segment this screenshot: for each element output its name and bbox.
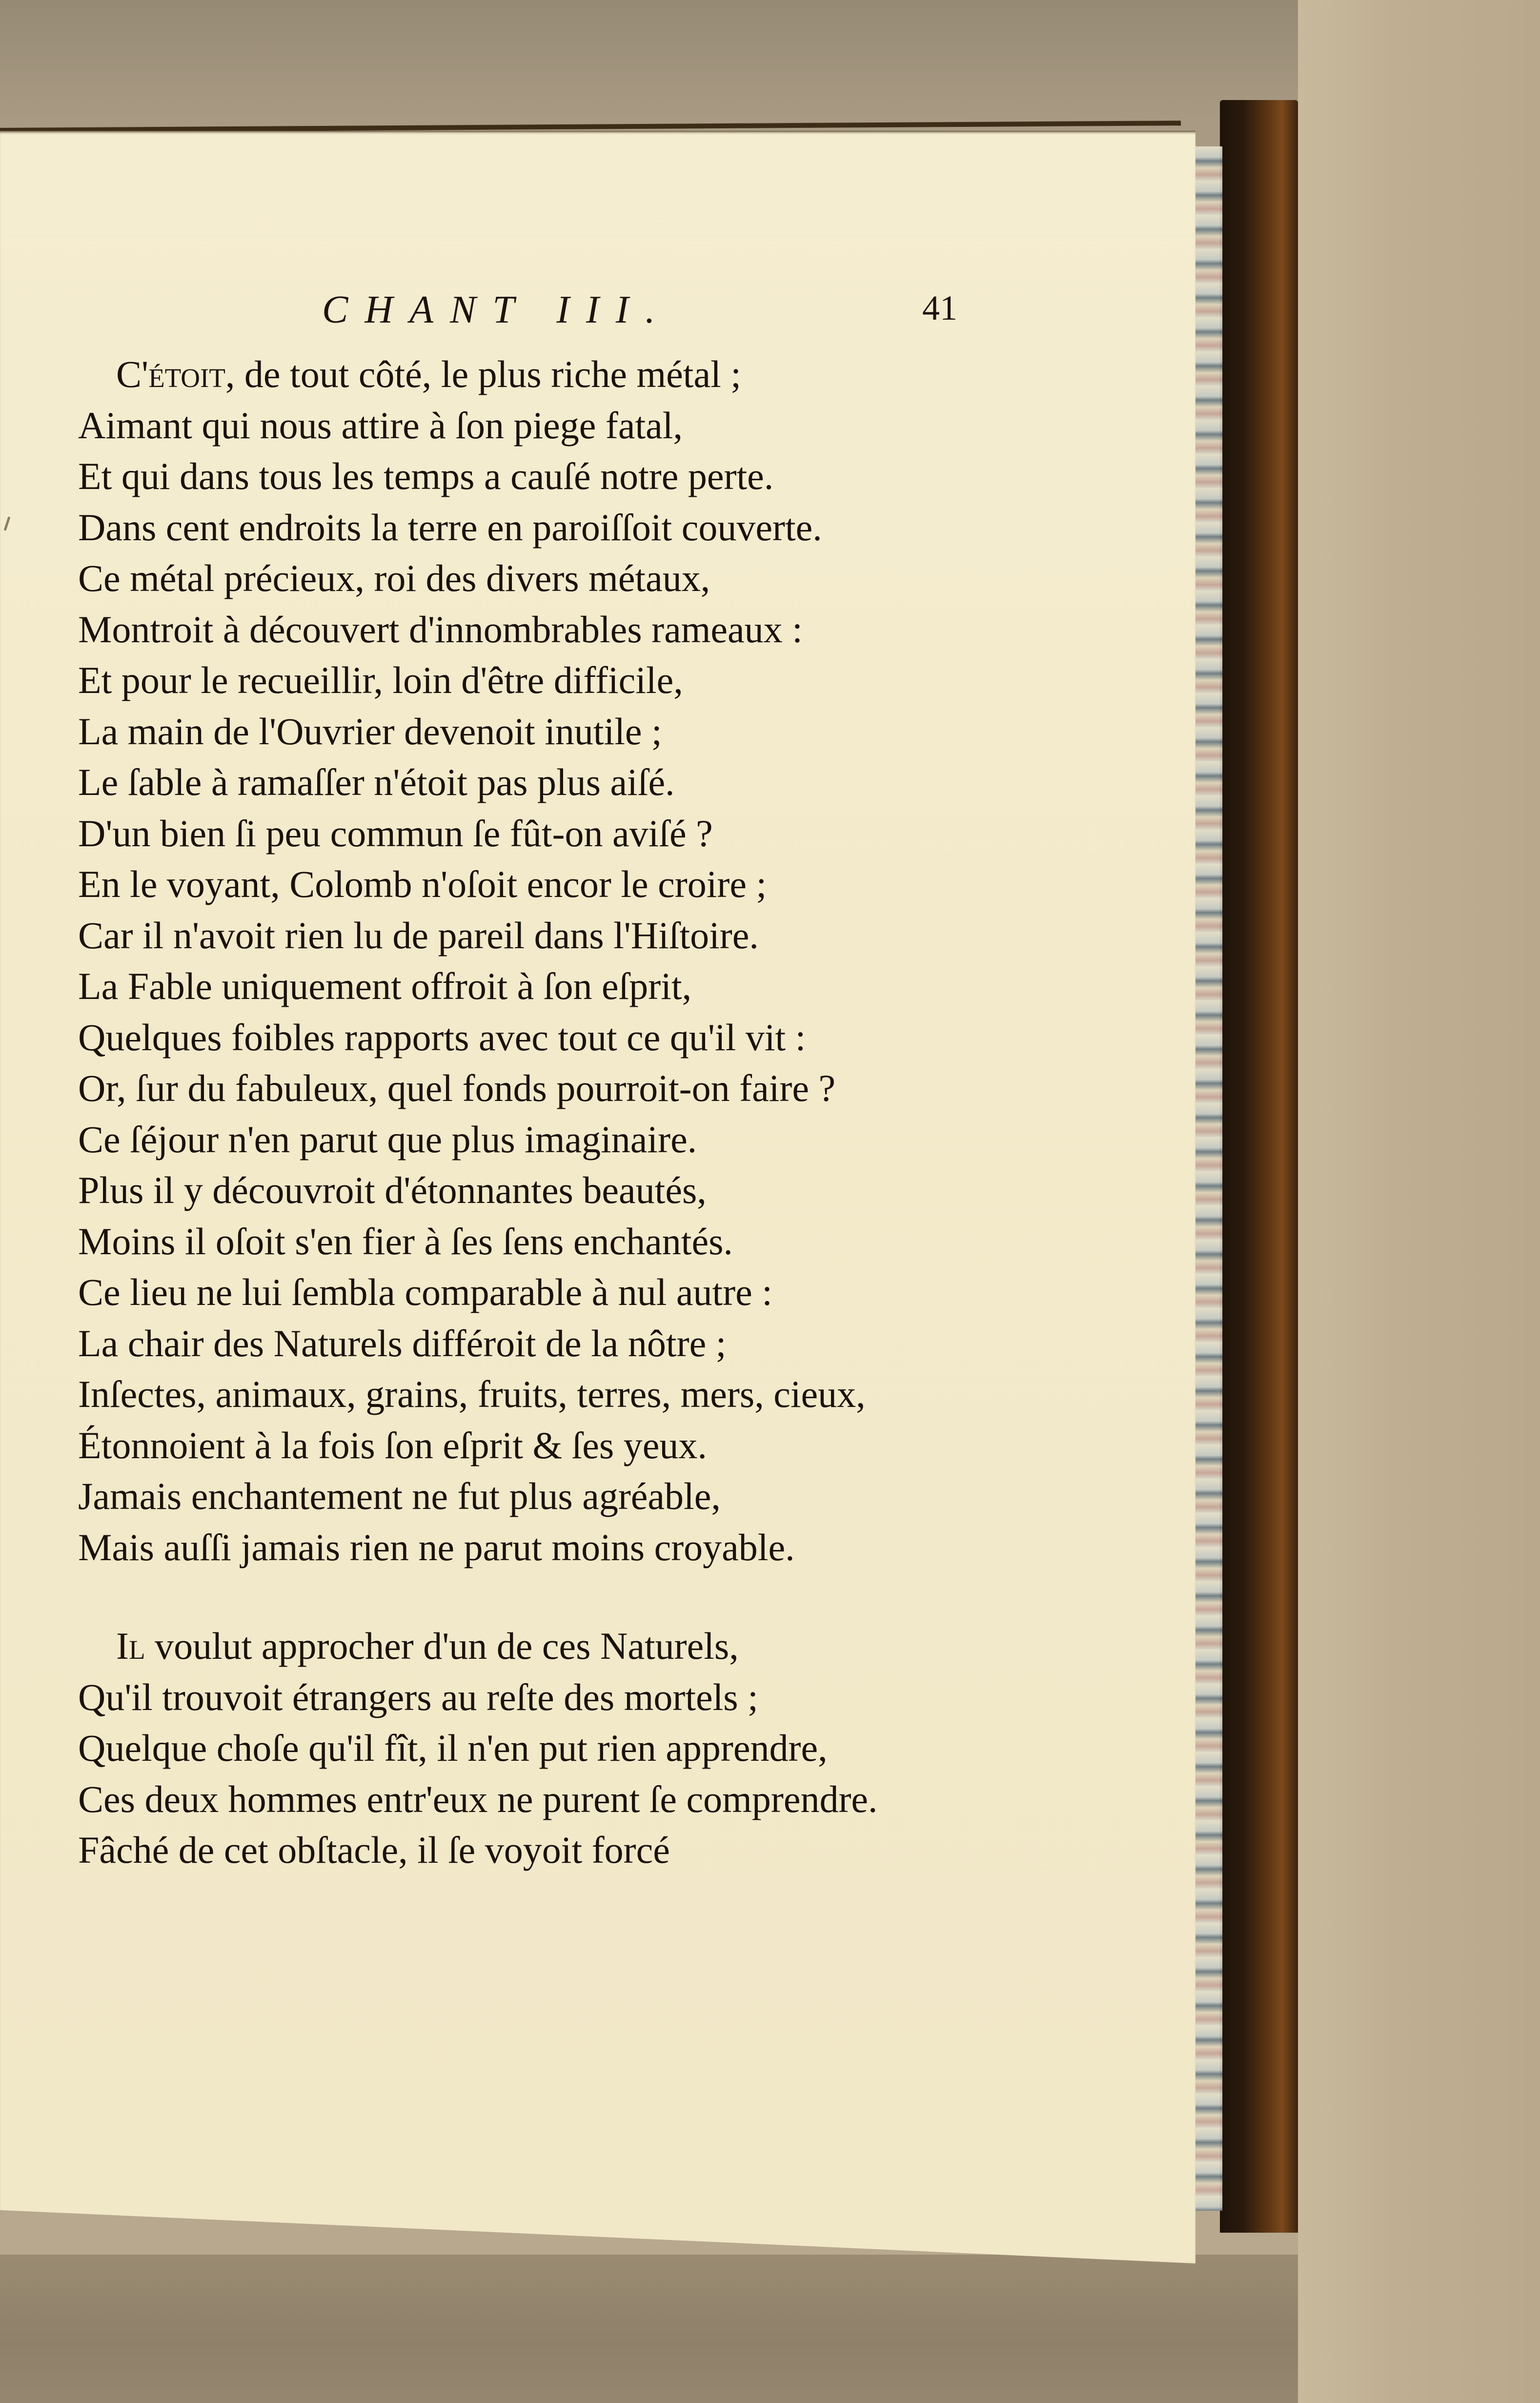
page-number: 41: [922, 288, 957, 327]
drop-word: Il: [116, 1625, 145, 1667]
verse-line: Et qui dans tous les temps a cauſé notre perte.: [78, 455, 774, 497]
verse-line: Mais auſſi jamais rien ne parut moins croyable.: [78, 1526, 795, 1568]
page-header: [0, 288, 1196, 337]
verse-line: Le ſable à ramaſſer n'étoit pas plus aiſé.: [78, 761, 675, 803]
verse-line: Fâché de cet obſtacle, il ſe voyoit forcé: [78, 1829, 670, 1871]
verse-line: Quelques foibles rapports avec tout ce qu'il vit :: [78, 1016, 806, 1059]
verse-line: Ce lieu ne lui ſembla comparable à nul autre :: [78, 1271, 772, 1313]
verse-line: Aimant qui nous attire à ſon piege fatal,: [78, 404, 683, 447]
verse-line: Étonnoient à la fois ſon eſprit & ſes yeux.: [78, 1424, 707, 1466]
running-title: CHANT III.: [322, 288, 672, 331]
verse-line: D'un bien ſi peu commun ſe fût-on aviſé ?: [78, 812, 713, 855]
line-text: voulut approcher d'un de ces Naturels,: [145, 1625, 739, 1667]
verse-line: Inſectes, animaux, grains, fruits, terres, mers, cieux,: [78, 1373, 866, 1415]
stanza-1-first-line: [78, 349, 1176, 400]
stanza-1: [78, 400, 1176, 1573]
verse-line: Moins il oſoit s'en fier à ſes ſens enchantés.: [78, 1220, 733, 1263]
verse-line: Et pour le recueillir, loin d'être difficile,: [78, 659, 683, 701]
book-cover-spine: [1220, 100, 1298, 2233]
background-surface-bottom: [0, 2255, 1298, 2403]
verse-line: En le voyant, Colomb n'oſoit encor le croire ;: [78, 863, 767, 905]
verse-line: Car il n'avoit rien lu de pareil dans l'Hiſtoire.: [78, 914, 759, 957]
verse-line: Plus il y découvroit d'étonnantes beautés,: [78, 1169, 707, 1211]
verse-line: La Fable uniquement offroit à ſon eſprit,: [78, 965, 692, 1007]
background-surface: [1298, 0, 1540, 2403]
verse-line: La chair des Naturels différoit de la nôtre ;: [78, 1322, 727, 1364]
verse-line: Quelque choſe qu'il fît, il n'en put rien apprendre,: [78, 1727, 828, 1769]
drop-word: C'étoit: [116, 353, 225, 395]
poem-text: [78, 349, 1176, 1876]
verse-line: Ce métal précieux, roi des divers métaux,: [78, 557, 710, 599]
marbled-fore-edge: [1193, 146, 1222, 2211]
verse-line: Or, ſur du fabuleux, quel fonds pourroit-on faire ?: [78, 1067, 836, 1109]
verse-line: Qu'il trouvoit étrangers au reſte des mortels ;: [78, 1675, 758, 1718]
verse-line: Ces deux hommes entr'eux ne purent ſe comprendre.: [78, 1777, 878, 1820]
verse-line: Dans cent endroits la terre en paroiſſoit couverte.: [78, 506, 822, 549]
verse-line: Montroit à découvert d'innombrables rameaux :: [78, 608, 803, 651]
verse-line: Ce ſéjour n'en parut que plus imaginaire.: [78, 1118, 697, 1161]
stanza-gap: [78, 1573, 1176, 1621]
verse-line: Jamais enchantement ne fut plus agréable,: [78, 1475, 721, 1517]
verse-line: La main de l'Ouvrier devenoit inutile ;: [78, 710, 662, 753]
stanza-2-first-line: [78, 1621, 1176, 1672]
line-text: , de tout côté, le plus riche métal ;: [225, 353, 741, 395]
stanza-2: [78, 1672, 1176, 1876]
